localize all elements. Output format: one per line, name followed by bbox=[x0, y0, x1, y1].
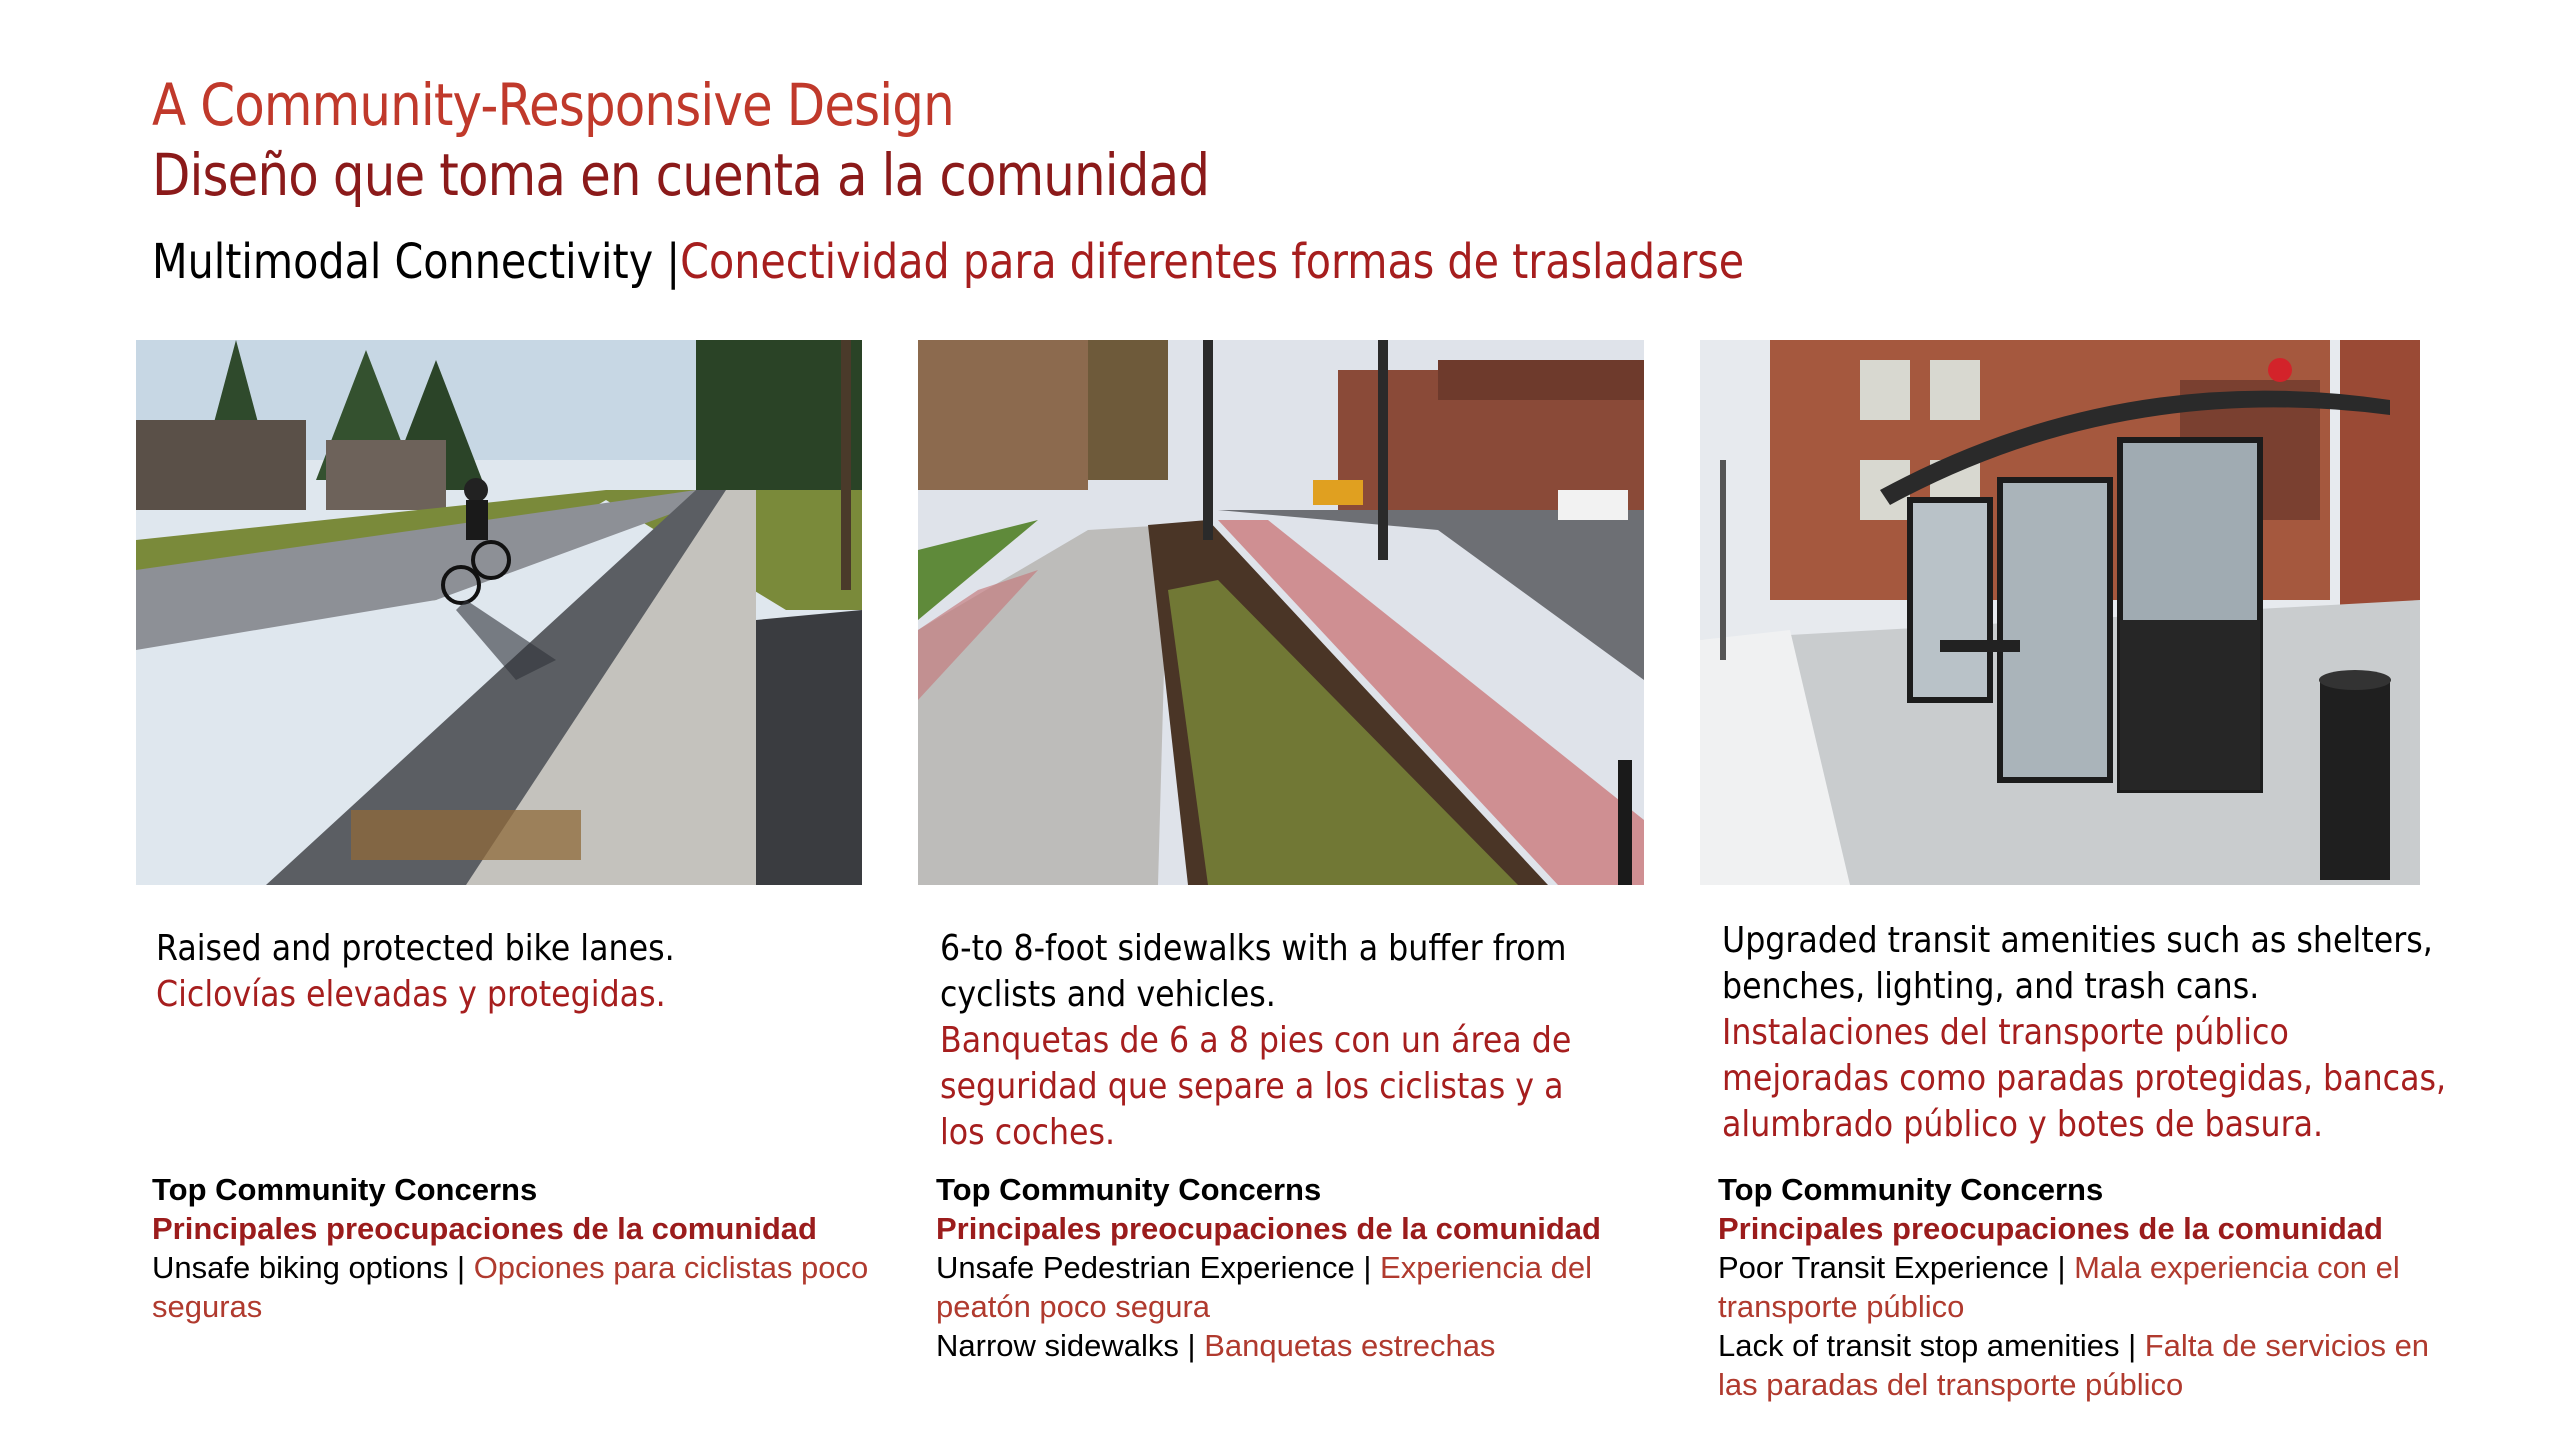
concerns-heading: Top Community Concerns bbox=[152, 1172, 538, 1207]
description-sidewalks bbox=[940, 926, 1609, 1156]
bike-lane-photo bbox=[136, 340, 862, 885]
concern-english: Poor Transit Experience | bbox=[1718, 1250, 2075, 1285]
concern-english: Narrow sidewalks | bbox=[936, 1328, 1205, 1363]
description-spanish: Instalaciones del transporte público mejoradas como paradas protegidas, bancas, alumbrado público y botes de basura. bbox=[1722, 1012, 2447, 1145]
concerns-heading: Top Community Concerns bbox=[936, 1172, 1322, 1207]
subtitle-english: Multimodal Connectivity bbox=[152, 234, 654, 290]
concern-english: Lack of transit stop amenities | bbox=[1718, 1328, 2145, 1363]
page-title-spanish: Diseño que toma en cuenta a la comunidad bbox=[152, 141, 1210, 209]
concern-item bbox=[936, 1248, 1656, 1326]
concern-english: Unsafe biking options | bbox=[152, 1250, 474, 1285]
description-transit-amenities bbox=[1722, 918, 2452, 1148]
concern-english: Unsafe Pedestrian Experience | bbox=[936, 1250, 1381, 1285]
concern-item bbox=[1718, 1248, 2438, 1326]
page-title: A Community-Responsive Design bbox=[152, 71, 954, 139]
transit-shelter-illustration bbox=[1700, 340, 2420, 885]
concern-spanish: Experiencia del peatón poco segura bbox=[936, 1250, 1592, 1324]
concern-spanish: Mala experiencia con el transporte público bbox=[1718, 1250, 2400, 1324]
transit-shelter-photo bbox=[1700, 340, 2420, 885]
community-concerns-transit bbox=[1718, 1170, 2438, 1404]
community-concerns-pedestrian bbox=[936, 1170, 1656, 1365]
concern-item bbox=[936, 1326, 1656, 1365]
description-spanish: Ciclovías elevadas y protegidas. bbox=[156, 974, 666, 1015]
concerns-heading-spanish: Principales preocupaciones de la comunidad bbox=[936, 1211, 1601, 1246]
sidewalk-photo bbox=[918, 340, 1644, 885]
bike-lane-illustration bbox=[136, 340, 862, 885]
subtitle-separator: | bbox=[666, 234, 681, 290]
concerns-heading-spanish: Principales preocupaciones de la comunidad bbox=[152, 1211, 817, 1246]
community-concerns-bike bbox=[152, 1170, 872, 1326]
description-english: 6-to 8-foot sidewalks with a buffer from cyclists and vehicles. bbox=[940, 928, 1567, 1015]
subtitle-spanish: Conectividad para diferentes formas de trasladarse bbox=[680, 234, 1745, 290]
concern-spanish: Falta de servicios en las paradas del transporte público bbox=[1718, 1328, 2430, 1402]
concern-item bbox=[152, 1248, 872, 1326]
concern-spanish: Banquetas estrechas bbox=[1204, 1328, 1496, 1363]
sidewalk-illustration bbox=[918, 340, 1644, 885]
description-bike-lanes bbox=[156, 926, 825, 1018]
section-subtitle bbox=[152, 232, 1744, 292]
concerns-heading-spanish: Principales preocupaciones de la comunidad bbox=[1718, 1211, 2383, 1246]
description-english: Raised and protected bike lanes. bbox=[156, 928, 675, 969]
title-block bbox=[152, 70, 1381, 210]
description-spanish: Banquetas de 6 a 8 pies con un área de seguridad que separe a los ciclistas y a los coches. bbox=[940, 1020, 1572, 1153]
concern-item bbox=[1718, 1326, 2438, 1404]
description-english: Upgraded transit amenities such as shelters, benches, lighting, and trash cans. bbox=[1722, 920, 2433, 1007]
concern-spanish: Opciones para ciclistas poco seguras bbox=[152, 1250, 869, 1324]
concerns-heading: Top Community Concerns bbox=[1718, 1172, 2104, 1207]
